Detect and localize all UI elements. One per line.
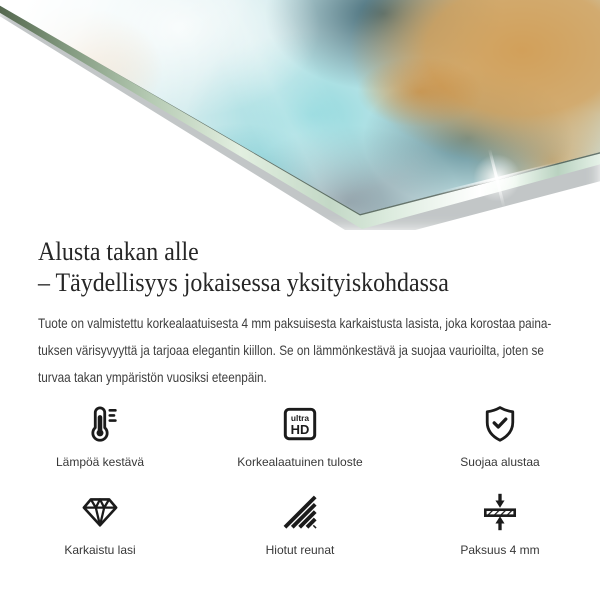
polished-edges-icon — [279, 489, 321, 535]
description-line: turvaa takan ympäristön vuosiksi eteenpäin. — [38, 369, 267, 385]
feature-label: Hiotut reunat — [265, 543, 335, 557]
diamond-icon — [78, 489, 122, 535]
feature-label: Paksuus 4 mm — [460, 543, 540, 557]
feature-polished-edges — [200, 489, 400, 557]
svg-text:ultra: ultra — [290, 412, 310, 423]
feature-tempered-glass — [0, 489, 200, 557]
feature-protects-base — [400, 401, 600, 469]
feature-label: Korkealaatuinen tuloste — [237, 455, 363, 469]
feature-hd-print — [200, 401, 400, 469]
feature-thickness — [400, 489, 600, 557]
feature-grid — [0, 401, 600, 557]
description-line: tuksen värisyvyyttä ja tarjoaa elegantin kiillon. Se on lämmönkestävä ja suojaa vaurioilta, joten se — [38, 342, 544, 358]
feature-heat-resistant — [0, 401, 200, 469]
svg-text:HD: HD — [290, 421, 310, 437]
feature-label: Suojaa alustaa — [460, 455, 540, 469]
shield-check-icon — [479, 401, 521, 447]
description-line: Tuote on valmistettu korkealaatuisesta 4 mm paksuisesta karkaistusta lasista, joka korostaa paina- — [38, 315, 552, 331]
thickness-icon — [479, 489, 521, 535]
page-title — [38, 236, 600, 298]
product-description — [38, 310, 600, 391]
ultra-hd-icon — [279, 401, 321, 447]
feature-label: Lämpöä kestävä — [55, 455, 145, 469]
page-title-line2: – Täydellisyys jokaisessa yksityiskohdassa — [38, 268, 449, 297]
thermometer-icon — [79, 401, 121, 447]
feature-label: Karkaistu lasi — [64, 543, 136, 557]
product-image — [0, 0, 600, 230]
page-title-line1: Alusta takan alle — [38, 237, 199, 266]
